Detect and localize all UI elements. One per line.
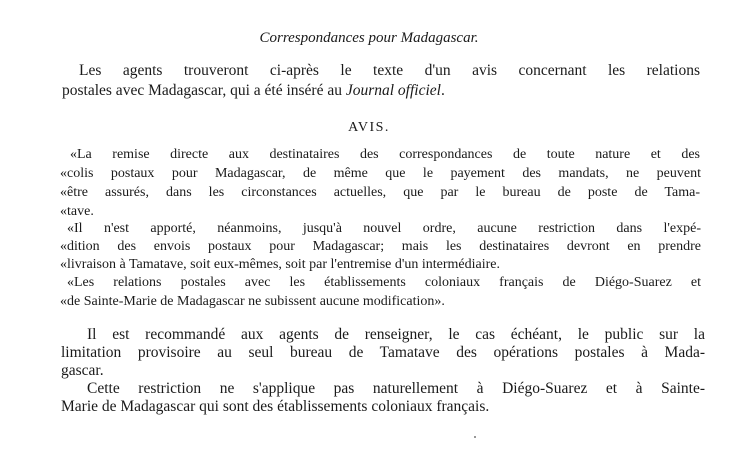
closing-line-2: limitation provisoire au seul bureau de Tamatave des opérations postales à Mada-	[61, 344, 705, 361]
avis-line-3: «être assurés, dans les circonstances actuelles, que par le bureau de poste de Tama-	[60, 185, 700, 200]
avis-line-8: «Les relations postales avec les établissements coloniaux français de Diégo-Suarez et	[67, 275, 701, 290]
avis-line-2: «colis postaux pour Madagascar, de même que le payement des mandats, ne peuvent	[60, 166, 701, 181]
avis-line-4: «tave.	[60, 204, 94, 219]
intro-line-2-text: postales avec Madagascar, qui a été inséré au	[62, 82, 346, 99]
document-title: Correspondances pour Madagascar.	[259, 30, 479, 46]
closing-line-5: Marie de Madagascar qui sont des établissements coloniaux français.	[61, 398, 490, 415]
closing-line-3: gascar.	[61, 362, 104, 379]
closing-line-4: Cette restriction ne s'applique pas naturellement à Diégo-Suarez et à Sainte-	[87, 380, 705, 397]
intro-line-2-end: .	[440, 82, 445, 99]
avis-line-6: «dition des envois postaux pour Madagascar; mais les destinataires devront en prendre	[60, 239, 701, 254]
avis-line-5: «Il n'est apporté, néanmoins, jusqu'à nouvel ordre, aucune restriction dans l'expé-	[67, 221, 701, 236]
journal-officiel-italic: Journal officiel	[345, 82, 441, 99]
avis-line-1: «La remise directe aux destinataires des correspondances de toute nature et des	[70, 147, 700, 162]
avis-line-9: «de Sainte-Marie de Madagascar ne subissent aucune modification».	[60, 294, 445, 309]
intro-line-2	[62, 83, 445, 99]
avis-line-7: «livraison à Tamatave, soit eux-mêmes, soit par l'entremise d'un intermédiaire.	[60, 257, 501, 272]
scan-speck	[474, 436, 476, 438]
avis-heading: AVIS.	[348, 120, 390, 135]
closing-line-1: Il est recommandé aux agents de renseigner, le cas échéant, le public sur la	[87, 326, 705, 343]
intro-line-1: Les agents trouveront ci-après le texte d'un avis concernant les relations	[79, 62, 700, 79]
